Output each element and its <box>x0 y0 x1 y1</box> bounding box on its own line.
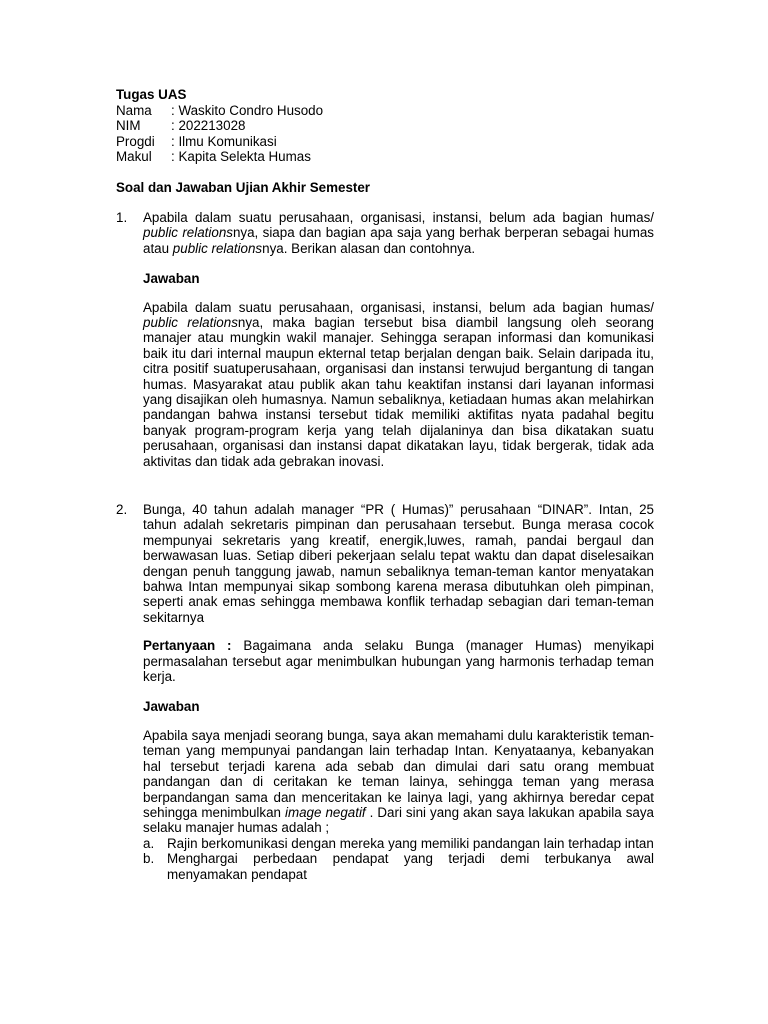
info-row-progdi <box>116 134 323 149</box>
info-label: Makul <box>116 149 152 165</box>
text-run-italic: public relations <box>143 315 238 331</box>
info-value: : Kapita Selekta Humas <box>171 149 311 165</box>
text-run: . Dari sini yang akan saya lakukan apabila saya selaku manajer humas adalah ; <box>143 804 654 836</box>
prompt-label: Pertanyaan : <box>143 638 232 654</box>
answer-text <box>143 728 654 836</box>
answer-list <box>143 836 654 882</box>
info-label: Nama <box>116 103 152 118</box>
info-row-nim <box>116 118 323 133</box>
question-2 <box>116 502 654 882</box>
info-label: Progdi <box>116 133 155 149</box>
text-run-italic: image negatif <box>284 804 366 820</box>
text-run: nya, maka bagian tersebut bisa diambil langsung oleh seorang manajer atau mungkin wakil manajer. Sehingga serapan informasi dan komunikasi baik itu dari internal maupun ekternal tetap berjalan dengan baik. Selain daripada itu, citra positif suatuperusahaan, organisasi dan instansi terwujud bergantung di tangan humas. Masyarakat atau publik akan tahu keaktifan instansi dari layanan informasi yang disajikan oleh humasnya. Namun sebaliknya, ketiadaan humas akan melahirkan pandangan bahwa instansi tersebut tidak memiliki aktifitas nyata padahal begitu banyak program-program kerja yang telah dijalaninya dan bisa dikatakan suatu perusahaan, organisasi dan instansi dapat dikatakan layu, tidak bergerak, tidak ada aktivitas dan tidak ada gebrakan inovasi. <box>143 315 654 469</box>
info-row-makul <box>116 149 323 164</box>
answer-heading: Jawaban <box>143 699 200 715</box>
question-text: Bunga, 40 tahun adalah manager “PR ( Humas)” perusahaan “DINAR”. Intan, 25 tahun adalah sekretaris pimpinan dan perusahaan tersebut. Bunga merasa cocok mempunyai sekretaris yang kreatif, energik,luwes, ramah, pandai bergaul dan berwawasan luas. Setiap diberi pekerjaan selalu tepat waktu dan dapat diselesaikan dengan penuh tanggung jawab, namun sebaliknya teman-teman kantor menyatakan bahwa Intan mempunyai sikap sombong karena merasa dibutuhkan oleh pimpinan, seperti anak emas sehingga membawa konflik terhadap sebagian dari teman-teman sekitarnya <box>143 502 654 625</box>
info-row-nama <box>116 103 323 118</box>
list-marker: a. <box>143 835 155 851</box>
list-item-text: Menghargai perbedaan pendapat yang terjadi demi terbukanya awal menyamakan pendapat <box>167 851 654 882</box>
info-value: : 202213028 <box>171 118 246 134</box>
text-run: nya. Berikan alasan dan contohnya. <box>262 240 476 256</box>
question-number: 2. <box>116 502 128 517</box>
text-run-italic: public relations <box>172 240 263 256</box>
section-title: Soal dan Jawaban Ujian Akhir Semester <box>116 180 371 195</box>
document-title: Tugas UAS <box>116 87 187 102</box>
question-text <box>143 210 654 256</box>
info-value: : Waskito Condro Husodo <box>171 103 324 118</box>
text-run: Apabila saya menjadi seorang bunga, saya akan memahami dulu karakteristik teman-teman yang mempunyai pandangan lain terhadap Intan. Kenyataanya, kebanyakan hal tersebut terjadi karena ada sebab dan dimulai dari satu orang membuat pandangan dan di ceritakan ke teman lainya, sehingga teman yang merasa berpandangan sama dan menceritakan ke lainya lagi, yang akhirnya beredar cepat sehingga menimbulkan <box>143 727 654 820</box>
student-header <box>116 87 323 165</box>
answer-heading: Jawaban <box>143 271 200 287</box>
question-1 <box>116 210 654 469</box>
text-run: Apabila dalam suatu perusahaan, organisasi, instansi, belum ada bagian humas/ <box>143 299 654 315</box>
info-value: : Ilmu Komunikasi <box>171 133 277 149</box>
list-item-text: Rajin berkomunikasi dengan mereka yang memiliki pandangan lain terhadap intan <box>167 835 654 851</box>
question-prompt <box>143 638 654 684</box>
text-run-italic: public relations <box>143 225 233 241</box>
question-number: 1. <box>116 210 128 225</box>
text-run: nya, siapa dan bagian apa saja yang berhak berperan sebagai humas atau <box>143 225 654 256</box>
list-item <box>143 836 654 851</box>
text-run: Bagaimana anda selaku Bunga (manager Humas) menyikapi permasalahan tersebut agar menimbulkan hubungan yang harmonis terhadap teman kerja. <box>143 638 654 685</box>
answer-text <box>143 300 654 469</box>
list-item <box>143 851 654 882</box>
text-run: Apabila dalam suatu perusahaan, organisasi, instansi, belum ada bagian humas/ <box>143 210 654 225</box>
info-label: NIM <box>116 118 141 134</box>
list-marker: b. <box>143 851 155 867</box>
